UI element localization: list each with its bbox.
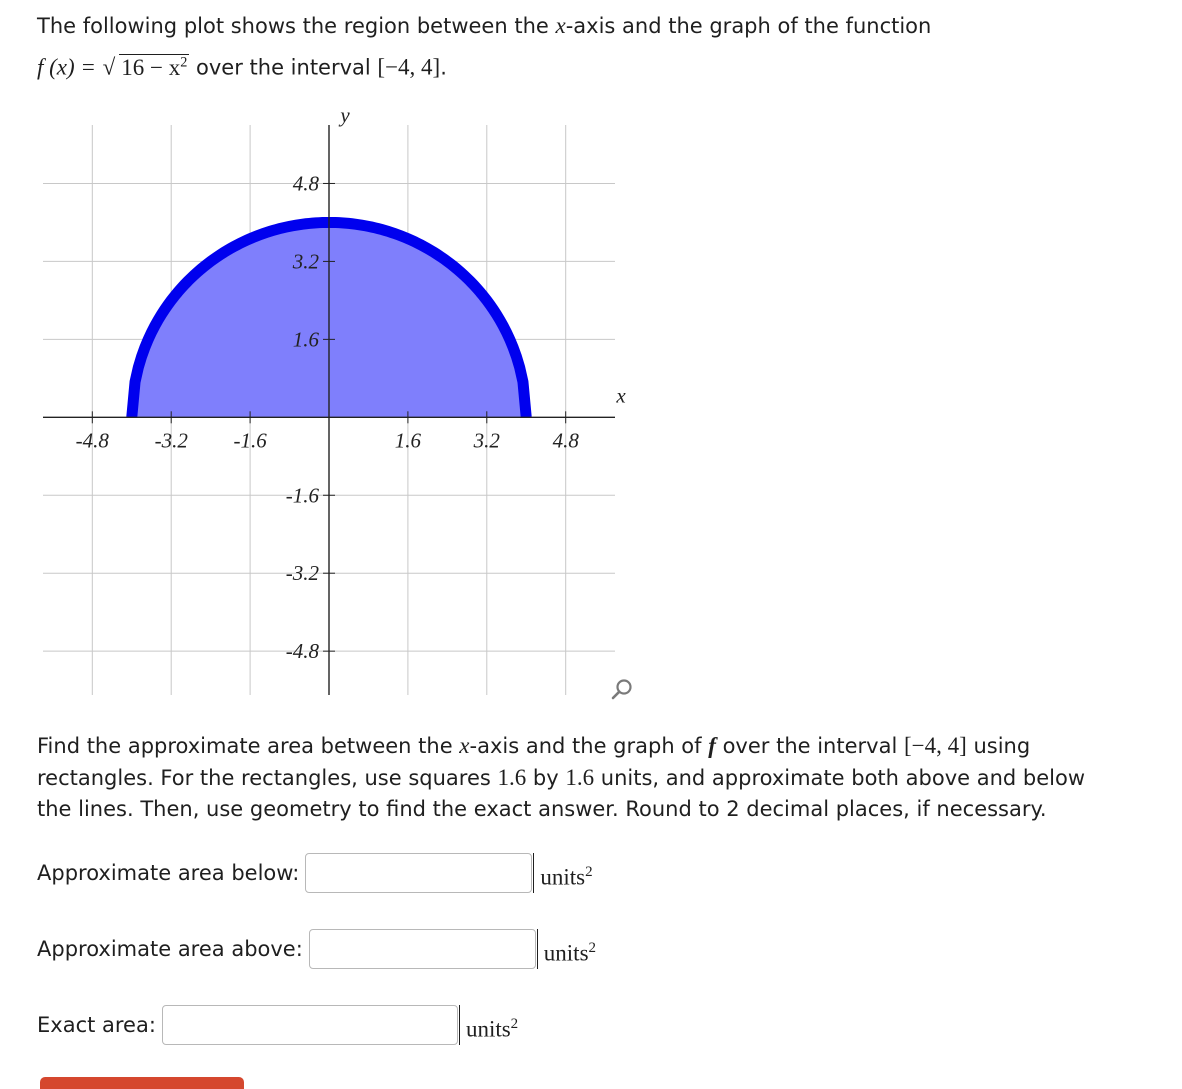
answer-row-below <box>37 850 593 896</box>
exact-area-label: Exact area: <box>37 1013 156 1037</box>
answer-row-above <box>37 926 596 972</box>
y-tick-label: 4.8 <box>292 171 319 196</box>
x-tick-label: -4.8 <box>75 428 109 453</box>
x-axis-label: x <box>616 383 626 408</box>
question-part: -axis and the graph of <box>469 734 709 758</box>
y-tick-label: -1.6 <box>285 483 319 508</box>
function-plot <box>0 100 660 700</box>
problem-intro: The following plot shows the region between the x-axis and the graph of the function f (x) = √ $16 - x^2$ over the interval [−4, 4]. <box>37 8 1137 86</box>
intro-period: . <box>440 55 447 80</box>
question-dimension: 1.6 <box>497 765 527 790</box>
sqrt-expression <box>115 44 189 86</box>
unit-exponent: 2 <box>588 940 597 956</box>
y-axis-label: y <box>340 103 350 127</box>
exact-area-unit <box>459 1005 518 1045</box>
question-var-x: x <box>459 733 470 758</box>
question-var-f: f <box>708 733 716 758</box>
magnifier-icon[interactable] <box>610 676 636 702</box>
x-tick-label: 4.8 <box>552 428 579 453</box>
area-below-input[interactable] <box>305 853 532 893</box>
intro-text: The following plot shows the region between the <box>37 14 556 38</box>
y-tick-label: 3.2 <box>292 249 319 274</box>
area-below-unit <box>533 853 592 893</box>
radicand: 16 − x <box>121 54 181 80</box>
x-tick-label: 3.2 <box>473 428 500 453</box>
intro-var-x: x <box>555 13 566 38</box>
question-part: Find the approximate area between the <box>37 734 460 758</box>
question-interval: [−4, 4] <box>903 733 967 758</box>
radicand-exponent: 2 <box>180 54 188 70</box>
area-above-unit <box>537 929 596 969</box>
area-above-input[interactable] <box>309 929 536 969</box>
question-part: over the interval <box>715 734 904 758</box>
submit-button[interactable] <box>40 1077 244 1089</box>
exact-area-input[interactable] <box>162 1005 458 1045</box>
x-tick-label: 1.6 <box>394 428 422 453</box>
function-definition: f (x) = <box>37 54 96 80</box>
intro-interval: [−4, 4] <box>377 54 441 80</box>
intro-text: -axis and the graph of the function <box>565 14 932 38</box>
x-tick-label: -1.6 <box>233 428 267 453</box>
question-dimension: 1.6 <box>565 765 595 790</box>
unit-text: units <box>543 940 589 966</box>
answer-row-exact <box>37 1002 518 1048</box>
area-below-label: Approximate area below: <box>37 861 300 885</box>
unit-text: units <box>540 864 586 890</box>
question-part: using rectangles. For the rectangles, use squares <box>37 734 1031 790</box>
y-tick-label: -3.2 <box>285 561 319 586</box>
question-text <box>37 730 1117 825</box>
area-above-label: Approximate area above: <box>37 937 303 961</box>
x-tick-label: -3.2 <box>154 428 188 453</box>
unit-exponent: 2 <box>585 864 593 880</box>
y-tick-label: 1.6 <box>292 327 319 352</box>
intro-text: over the interval <box>189 55 378 80</box>
y-tick-label: -4.8 <box>285 639 319 664</box>
unit-exponent: 2 <box>510 1016 519 1032</box>
question-part: units, and approximate both above and below the lines. Then, use geometry to find the exact answer. Round to 2 decimal places, if necessary. <box>37 766 1086 821</box>
unit-text: units <box>465 1016 511 1042</box>
question-part: by <box>526 766 566 790</box>
